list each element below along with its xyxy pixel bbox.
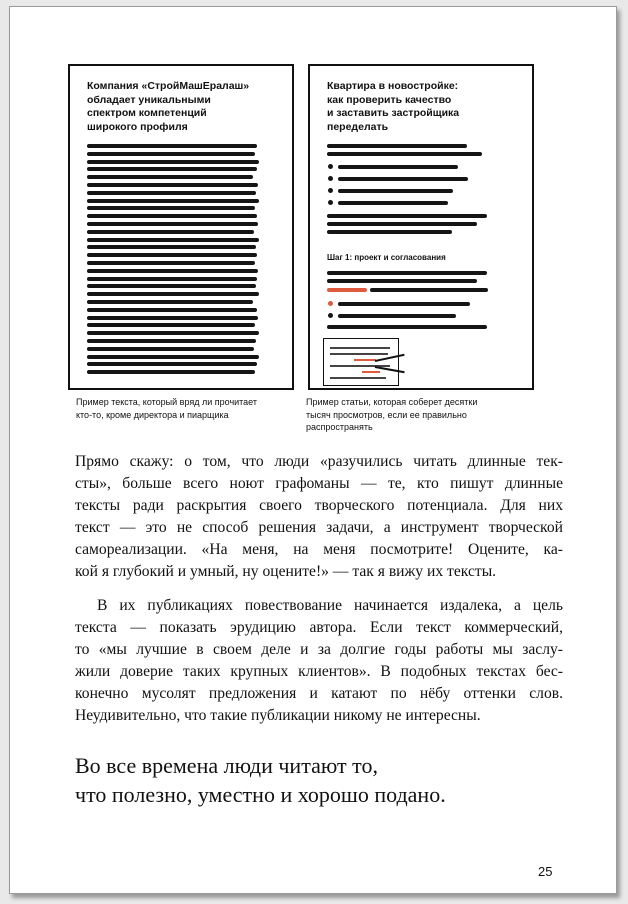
caption-line: распространять [306, 422, 373, 432]
text-line: текст — это не способ решения задачи, а инструмент творческой [75, 519, 563, 536]
text-line: Прямо скажу: о том, что люди «разучились читать длинные тек- [75, 453, 563, 470]
placeholder-line [87, 339, 256, 343]
placeholder-line [327, 271, 487, 275]
thumb-line [330, 347, 390, 349]
placeholder-line [87, 144, 257, 148]
placeholder-line [87, 183, 258, 187]
text-line: самореализации. «На меня, на меня посмотрите! Оцените, ка- [75, 541, 563, 558]
placeholder-line [87, 160, 259, 164]
thumb-line [330, 377, 386, 379]
placeholder-line [87, 331, 259, 335]
figure-right-title [327, 80, 517, 134]
placeholder-line [87, 199, 259, 203]
placeholder-line [327, 325, 487, 329]
placeholder-line [87, 245, 256, 249]
text-line: тексты ради раскрытия своего творческого потенциала. Для них [75, 497, 563, 514]
figure-left-title [87, 80, 277, 134]
page-number: 25 [538, 864, 553, 879]
placeholder-line [87, 206, 255, 210]
placeholder-line [87, 292, 259, 296]
thumb-line [330, 353, 388, 355]
figure-right-subheading: Шаг 1: проект и согласования [327, 253, 446, 262]
title-line: и заставить застройщика [327, 107, 460, 119]
placeholder-line [338, 302, 470, 306]
placeholder-line [338, 165, 458, 169]
placeholder-line [327, 152, 482, 156]
text-line: текста — показать эрудицию автора. Если текст коммерческий, [75, 619, 563, 636]
text-line: сты», больше всего ноют графоманы — те, кто пишут длинные [75, 475, 563, 492]
quote-line: Во все времена люди читают то, [75, 753, 378, 778]
title-line: переделать [327, 120, 389, 133]
placeholder-line [87, 355, 259, 359]
placeholder-line [87, 222, 258, 226]
placeholder-line [87, 323, 255, 327]
placeholder-line [87, 230, 254, 234]
title-line: как проверить качество [327, 93, 452, 106]
placeholder-line [87, 191, 256, 195]
highlight-line [327, 288, 367, 292]
placeholder-line [87, 214, 257, 218]
bullet-dot [328, 200, 333, 205]
placeholder-line [87, 347, 254, 351]
placeholder-line [327, 230, 452, 234]
text-line: жили доверие таких крупных клиентов». В подобных текстах бес- [75, 663, 563, 680]
placeholder-line [338, 201, 448, 205]
placeholder-line [87, 316, 258, 320]
text-line: то «мы лучшие в своем деле и за долгие годы работы мы заслу- [75, 641, 563, 658]
text-line: В их публикациях повествование начинается издалека, а цель [97, 597, 563, 614]
text-line: кой я глубокий и умный, ну оцените!» — так я вижу их тексты. [75, 563, 497, 580]
text-line: Неудивительно, что такие публикации никому не интересны. [75, 707, 481, 724]
bullet-dot [328, 188, 333, 193]
figure-right-caption [306, 396, 528, 434]
title-line: обладает уникальными [87, 93, 211, 106]
book-page [9, 6, 617, 894]
title-line: Компания «СтройМашЕралаш» [87, 80, 250, 92]
thumb-highlight [362, 371, 380, 373]
caption-line: кто-то, кроме директора и пиарщика [76, 409, 229, 420]
thumb-highlight [354, 359, 376, 361]
quote-line: что полезно, уместно и хорошо подано. [75, 782, 446, 807]
placeholder-line [87, 152, 255, 156]
bullet-dot [328, 301, 333, 306]
placeholder-line [87, 300, 253, 304]
placeholder-line [87, 370, 255, 374]
title-line: спектром компетенций [87, 107, 207, 119]
placeholder-line [87, 362, 257, 366]
image-thumbnail [323, 338, 399, 386]
caption-line: тысяч просмотров, если ее правильно [306, 409, 467, 420]
placeholder-line [87, 238, 259, 242]
body-paragraph-1 [75, 451, 563, 583]
placeholder-line [327, 279, 477, 283]
title-line: широкого профиля [87, 120, 188, 133]
placeholder-line [87, 308, 257, 312]
bullet-dot [328, 176, 333, 181]
placeholder-line [338, 314, 456, 318]
placeholder-line [338, 189, 453, 193]
pull-quote [75, 751, 575, 809]
placeholder-line [338, 177, 468, 181]
placeholder-line [87, 261, 255, 265]
placeholder-line [87, 284, 256, 288]
body-paragraph-2 [75, 595, 563, 727]
placeholder-line [327, 214, 487, 218]
placeholder-line [327, 222, 477, 226]
placeholder-line [87, 175, 253, 179]
placeholder-line [327, 144, 467, 148]
title-line: Квартира в новостройке: [327, 80, 459, 92]
text-line: конечно мусолят предложения и катают по нёбу оттенки слов. [75, 685, 563, 702]
bullet-dot [328, 313, 333, 318]
placeholder-line [87, 253, 257, 257]
caption-line: Пример текста, который вряд ли прочитает [76, 397, 258, 407]
figure-corporate-text-example [68, 64, 294, 390]
caption-line: Пример статьи, которая соберет десятки [306, 397, 478, 407]
placeholder-line [87, 167, 257, 171]
placeholder-line [87, 269, 258, 273]
figure-left-caption [76, 396, 298, 421]
bullet-dot [328, 164, 333, 169]
figure-article-example [308, 64, 534, 390]
placeholder-line [87, 277, 257, 281]
placeholder-line [370, 288, 488, 292]
